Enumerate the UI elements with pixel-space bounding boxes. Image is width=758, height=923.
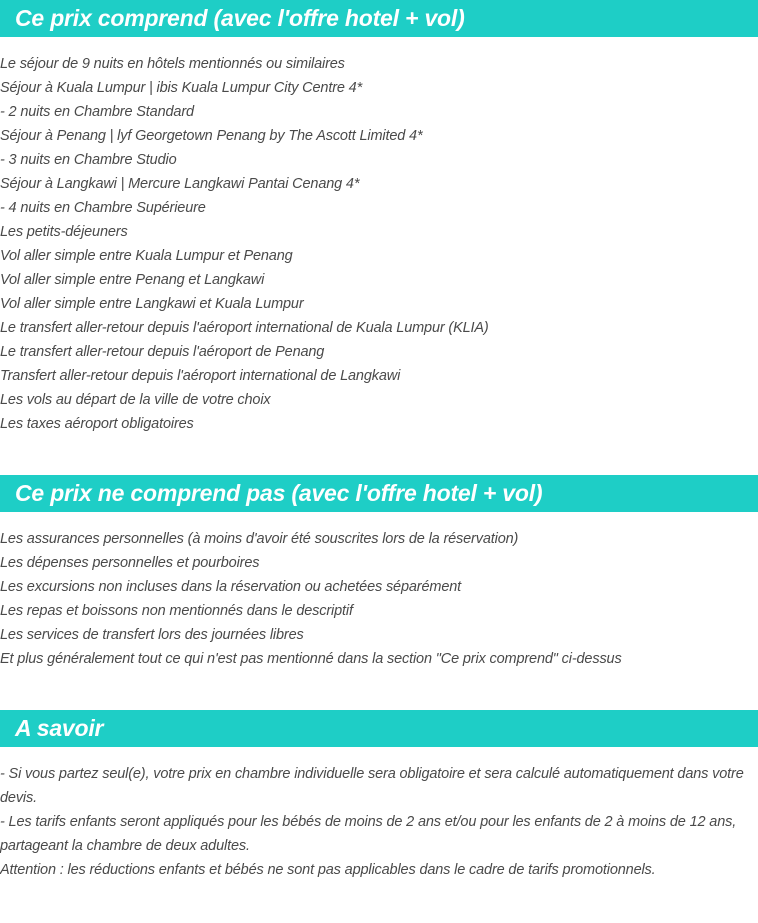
list-item: Attention : les réductions enfants et bébés ne sont pas applicables dans le cadre de tarifs promotionnels. <box>0 862 656 878</box>
section-good-to-know <box>0 710 758 882</box>
excluded-list <box>0 512 758 671</box>
list-item: Vol aller simple entre Langkawi et Kuala Lumpur <box>0 296 304 312</box>
section-header-excluded <box>0 475 758 512</box>
list-item: Séjour à Kuala Lumpur | ibis Kuala Lumpur City Centre 4* <box>0 80 363 96</box>
section-excluded <box>0 475 758 671</box>
list-item: Les dépenses personnelles et pourboires <box>0 555 260 571</box>
list-item: Les petits-déjeuners <box>0 224 128 240</box>
list-item: - 2 nuits en Chambre Standard <box>0 104 194 120</box>
list-item: - Les tarifs enfants seront appliqués pour les bébés de moins de 2 ans et/ou pour les enfants de 2 à moins de 12 ans, partageant la chambre de deux adultes. <box>0 814 737 854</box>
list-item: Séjour à Penang | lyf Georgetown Penang by The Ascott Limited 4* <box>0 128 423 144</box>
list-item: Les excursions non incluses dans la réservation ou achetées séparément <box>0 579 462 595</box>
list-item: Le transfert aller-retour depuis l'aéroport international de Kuala Lumpur (KLIA) <box>0 320 489 336</box>
list-item: Les vols au départ de la ville de votre choix <box>0 392 271 408</box>
list-item: - Si vous partez seul(e), votre prix en chambre individuelle sera obligatoire et sera calculé automatiquement dans votre devis. <box>0 766 744 806</box>
list-item: Les assurances personnelles (à moins d'avoir été souscrites lors de la réservation) <box>0 531 519 547</box>
list-item: - 3 nuits en Chambre Studio <box>0 152 177 168</box>
list-item: Les repas et boissons non mentionnés dans le descriptif <box>0 603 353 619</box>
list-item: Vol aller simple entre Kuala Lumpur et Penang <box>0 248 293 264</box>
section-title-excluded: Ce prix ne comprend pas (avec l'offre hotel + vol) <box>15 480 543 506</box>
list-item: Et plus généralement tout ce qui n'est pas mentionné dans la section "Ce prix comprend" ci-dessus <box>0 651 622 667</box>
list-item: Le séjour de 9 nuits en hôtels mentionnés ou similaires <box>0 56 345 72</box>
list-item: - 4 nuits en Chambre Supérieure <box>0 200 206 216</box>
section-header-good-to-know <box>0 710 758 747</box>
list-item: Les taxes aéroport obligatoires <box>0 416 194 432</box>
section-included <box>0 0 758 436</box>
good-to-know-list <box>0 747 758 882</box>
section-title-included: Ce prix comprend (avec l'offre hotel + vol) <box>15 5 465 31</box>
section-header-included <box>0 0 758 37</box>
list-item: Transfert aller-retour depuis l'aéroport international de Langkawi <box>0 368 401 384</box>
list-item: Le transfert aller-retour depuis l'aéroport de Penang <box>0 344 325 360</box>
list-item: Les services de transfert lors des journées libres <box>0 627 304 643</box>
included-list <box>0 37 758 436</box>
list-item: Vol aller simple entre Penang et Langkawi <box>0 272 265 288</box>
list-item: Séjour à Langkawi | Mercure Langkawi Pantai Cenang 4* <box>0 176 360 192</box>
section-title-good-to-know: A savoir <box>15 715 104 741</box>
